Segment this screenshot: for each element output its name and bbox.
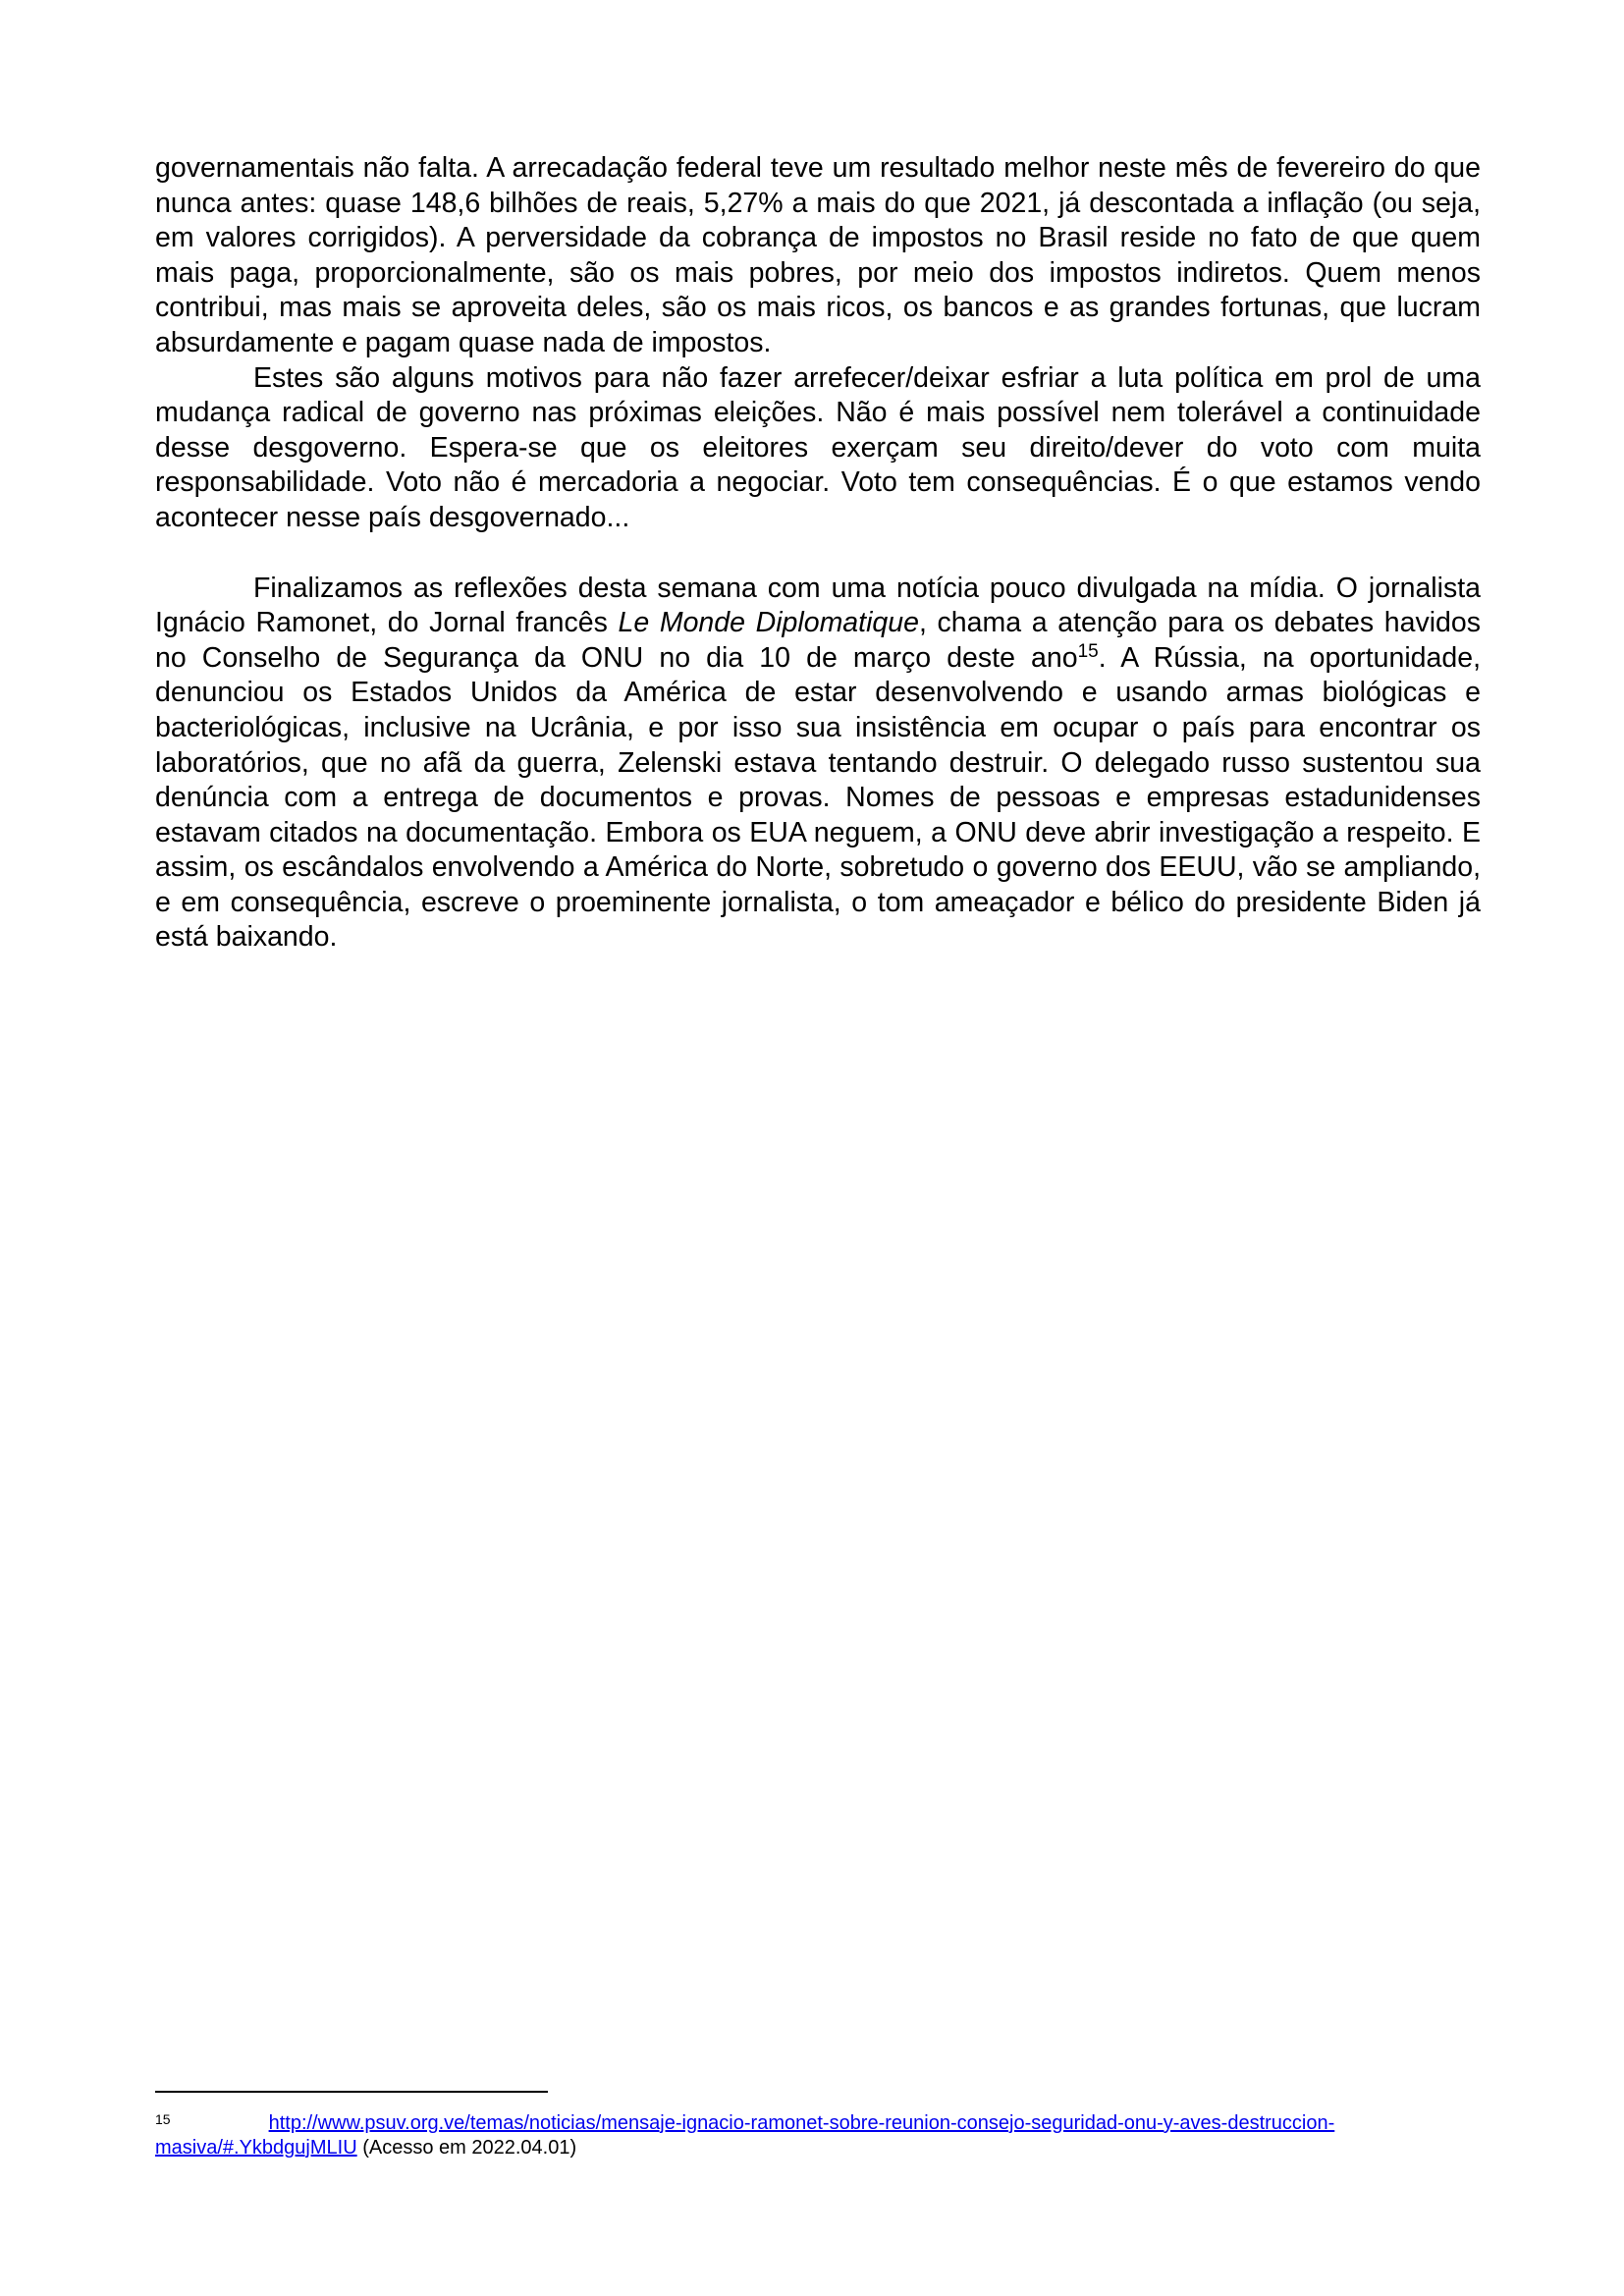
- footnote-link[interactable]: http://www.psuv.org.ve/temas/noticias/mensaje-ignacio-ramonet-sobre-reunion-consejo-seguridad-onu-y-aves-destruccion-masiva/#.YkbdgujMLIU: [155, 2112, 1335, 2159]
- paragraph-3-part-1: Finalizamos as reflexões desta semana com uma notícia pouco divulgada na mídia. O jornalista Ignácio Ramonet, do Jornal francês: [155, 572, 1481, 639]
- newspaper-title: Le Monde Diplomatique: [618, 607, 919, 639]
- paragraph-2: Estes são alguns motivos para não fazer arrefecer/deixar esfriar a luta política em prol de uma mudança radical de governo nas próximas eleições. Não é mais possível nem tolerável a continuidade desse desgoverno. Espera-se que os eleitores exerçam seu direito/dever do voto com muita responsabilidade. Voto não é mercadoria a negociar. Voto tem consequências. É o que estamos vendo acontecer nesse país desgovernado...: [155, 361, 1481, 533]
- paragraph-1: governamentais não falta. A arrecadação federal teve um resultado melhor neste mês de fevereiro do que nunca antes: quase 148,6 bilhões de reais, 5,27% a mais do que 2021, já descontada a inflação (ou seja, em valores corrigidos). A perversidade da cobrança de impostos no Brasil reside no fato de que quem mais paga, proporcionalmente, são os mais pobres, por meio dos impostos indiretos. Quem menos contribui, mas mais se aproveita deles, são os mais ricos, os bancos e as grandes fortunas, que lucram absurdamente e pagam quase nada de impostos.: [155, 152, 1481, 358]
- footnote-access-note: (Acesso em 2022.04.01): [356, 2137, 577, 2159]
- footnote-reference[interactable]: 15: [1077, 640, 1099, 662]
- paragraph-3-part-2: , chama a atenção para os debates havidos no Conselho de Segurança da ONU no dia 10 de março deste ano: [155, 607, 1482, 674]
- footnote-divider: [155, 2091, 548, 2093]
- footnote: [155, 2107, 1481, 2160]
- body-text: [155, 151, 1481, 956]
- paragraph-3: [155, 572, 1481, 957]
- paragraph-gap: [155, 536, 1481, 572]
- paragraph-3-part-3: . A Rússia, na oportunidade, denunciou os Estados Unidos da América de estar desenvolvendo e usando armas biológicas e bacteriológicas, inclusive na Ucrânia, e por isso sua insistência em ocupar o país para encontrar os laboratórios, que no afã da guerra, Zelenski estava tentando destruir. O delegado russo sustentou sua denúncia com a entrega de documentos e provas. Nomes de pessoas e empresas estadunidenses estavam citados na documentação. Embora os EUA neguem, a ONU deve abrir investigação a respeito. E assim, os escândalos envolvendo a América do Norte, sobretudo o governo dos EEUU, vão se ampliando, e em consequência, escreve o proeminente jornalista, o tom ameaçador e bélico do presidente Biden já está baixando.: [155, 641, 1481, 954]
- footnote-number: 15: [155, 2111, 171, 2127]
